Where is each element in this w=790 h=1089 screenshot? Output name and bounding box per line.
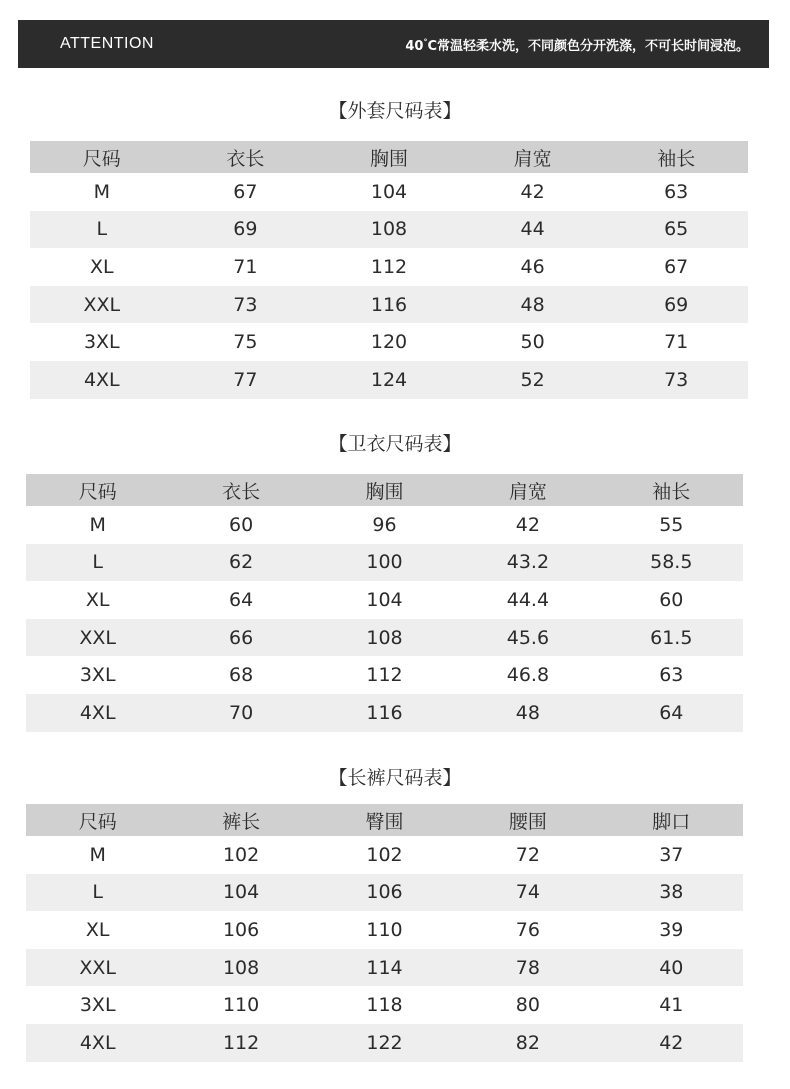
table-row	[30, 211, 748, 249]
table-cell: 60	[229, 513, 254, 536]
table-cell: 80	[515, 994, 540, 1017]
table-cell: XXL	[83, 293, 121, 316]
table-cell: L	[96, 218, 108, 241]
table-cell: 67	[233, 180, 258, 203]
table-row	[26, 656, 743, 694]
table-cell: 108	[370, 218, 408, 241]
table-cell: 60	[659, 588, 684, 611]
table-cell: 61.5	[650, 626, 693, 649]
table-cell: 3XL	[79, 664, 116, 687]
column-header: 胸围	[369, 147, 408, 170]
table-row	[26, 694, 743, 732]
table-row	[26, 949, 743, 987]
table-cell: 63	[659, 664, 684, 687]
table-cell: XL	[85, 918, 110, 941]
column-header: 腰围	[508, 810, 547, 833]
table-cell: 64	[659, 701, 684, 724]
table-row	[26, 874, 743, 912]
care-instructions	[405, 35, 749, 54]
table-cell: 4XL	[79, 701, 116, 724]
column-header: 尺码	[78, 480, 117, 503]
coat-size-table-title: 【外套尺码表】	[328, 100, 462, 122]
table-cell: XL	[85, 588, 110, 611]
table-cell: 58.5	[650, 551, 693, 574]
table-row	[30, 323, 748, 361]
table-cell: 77	[233, 368, 258, 391]
table-cell: 122	[366, 1031, 403, 1054]
table-cell: 68	[229, 664, 254, 687]
table-cell: 45.6	[506, 626, 550, 649]
table-cell: 74	[515, 881, 540, 904]
table-row	[26, 619, 743, 657]
table-row	[26, 836, 743, 874]
table-cell: 46	[520, 255, 545, 278]
table-cell: 100	[366, 551, 403, 574]
table-cell: XXL	[79, 626, 116, 649]
table-cell: 41	[659, 994, 684, 1017]
table-cell: 52	[520, 368, 545, 391]
table-row	[26, 986, 743, 1024]
table-cell: 102	[366, 843, 403, 866]
table-cell: 73	[233, 293, 258, 316]
table-row	[26, 506, 743, 544]
column-header: 衣长	[226, 147, 265, 170]
table-cell: 69	[664, 293, 689, 316]
table-row	[30, 173, 748, 211]
care-text: C常温轻柔水洗，不同颜色分开洗涤，不可长时间浸泡。	[427, 38, 749, 54]
coat-size-table	[30, 141, 748, 399]
table-row	[30, 361, 748, 399]
table-cell: 104	[222, 881, 260, 904]
table-cell: 3XL	[79, 994, 116, 1017]
table-cell: 76	[515, 918, 540, 941]
table-cell: 46.8	[506, 664, 550, 687]
column-header: 臀围	[365, 810, 404, 833]
table-cell: 124	[370, 368, 408, 391]
table-cell: XL	[89, 255, 114, 278]
table-cell: 118	[366, 994, 403, 1017]
table-cell: 116	[370, 293, 408, 316]
table-cell: M	[89, 843, 106, 866]
table-cell: 63	[664, 180, 689, 203]
table-cell: 82	[515, 1031, 540, 1054]
table-cell: 4XL	[83, 368, 120, 391]
table-row	[30, 248, 748, 286]
banner-title: ATTENTION	[60, 35, 154, 52]
table-cell: 104	[366, 588, 403, 611]
table-cell: M	[93, 180, 110, 203]
attention-banner	[18, 20, 769, 68]
table-cell: XXL	[79, 956, 116, 979]
table-cell: 112	[366, 664, 403, 687]
table-cell: 112	[370, 255, 408, 278]
table-cell: 114	[366, 956, 403, 979]
table-cell: 110	[222, 994, 260, 1017]
table-cell: M	[89, 513, 106, 536]
table-cell: 40	[659, 956, 684, 979]
table-cell: 42	[515, 513, 540, 536]
table-cell: 75	[233, 331, 258, 354]
trousers-size-table	[26, 804, 743, 1062]
table-cell: L	[92, 881, 103, 904]
table-cell: 71	[664, 331, 689, 354]
table-cell: 37	[659, 843, 684, 866]
table-header-row	[26, 804, 743, 836]
table-cell: 3XL	[83, 331, 120, 354]
table-row	[26, 544, 743, 582]
table-cell: 67	[664, 255, 689, 278]
column-header: 肩宽	[513, 147, 552, 170]
table-cell: 48	[515, 701, 540, 724]
table-cell: 69	[233, 218, 258, 241]
column-header: 袖长	[657, 147, 696, 170]
table-cell: 65	[664, 218, 689, 241]
table-cell: 73	[664, 368, 689, 391]
table-row	[26, 911, 743, 949]
table-cell: 62	[229, 551, 254, 574]
table-row	[26, 1024, 743, 1062]
table-cell: 104	[370, 180, 408, 203]
table-header-row	[26, 474, 743, 506]
table-cell: 39	[659, 918, 684, 941]
column-header: 胸围	[365, 480, 404, 503]
table-cell: 112	[222, 1031, 260, 1054]
table-cell: 55	[659, 513, 684, 536]
table-cell: 64	[229, 588, 254, 611]
table-cell: 70	[229, 701, 254, 724]
table-cell: 102	[222, 843, 260, 866]
table-cell: 108	[366, 626, 403, 649]
column-header: 衣长	[222, 480, 261, 503]
care-temp: 40	[405, 38, 424, 54]
column-header: 肩宽	[508, 480, 547, 503]
table-row	[26, 581, 743, 619]
table-cell: 108	[222, 956, 260, 979]
care-degree: °	[423, 37, 428, 47]
table-cell: 42	[520, 180, 545, 203]
table-cell: 48	[520, 293, 545, 316]
column-header: 尺码	[82, 147, 121, 170]
table-cell: 4XL	[79, 1031, 116, 1054]
table-cell: 66	[229, 626, 254, 649]
table-cell: 71	[233, 255, 258, 278]
table-cell: 106	[222, 918, 260, 941]
table-cell: 96	[372, 513, 397, 536]
hoodie-size-table	[26, 474, 743, 732]
column-header: 袖长	[652, 480, 691, 503]
trousers-size-table-title: 【长裤尺码表】	[328, 767, 462, 789]
table-cell: 38	[659, 881, 684, 904]
table-cell: 42	[659, 1031, 684, 1054]
column-header: 尺码	[78, 810, 117, 833]
table-cell: 43.2	[506, 551, 550, 574]
table-cell: 44	[520, 218, 545, 241]
table-cell: 116	[366, 701, 403, 724]
table-cell: L	[92, 551, 103, 574]
table-cell: 120	[370, 331, 408, 354]
column-header: 脚口	[652, 810, 691, 833]
table-cell: 44.4	[506, 588, 550, 611]
table-cell: 110	[366, 918, 403, 941]
table-row	[30, 286, 748, 324]
table-header-row	[30, 141, 748, 173]
hoodie-size-table-title: 【卫衣尺码表】	[328, 433, 462, 455]
table-cell: 106	[366, 881, 403, 904]
table-cell: 72	[515, 843, 540, 866]
table-cell: 50	[520, 331, 545, 354]
column-header: 裤长	[222, 810, 261, 833]
table-cell: 78	[515, 956, 540, 979]
